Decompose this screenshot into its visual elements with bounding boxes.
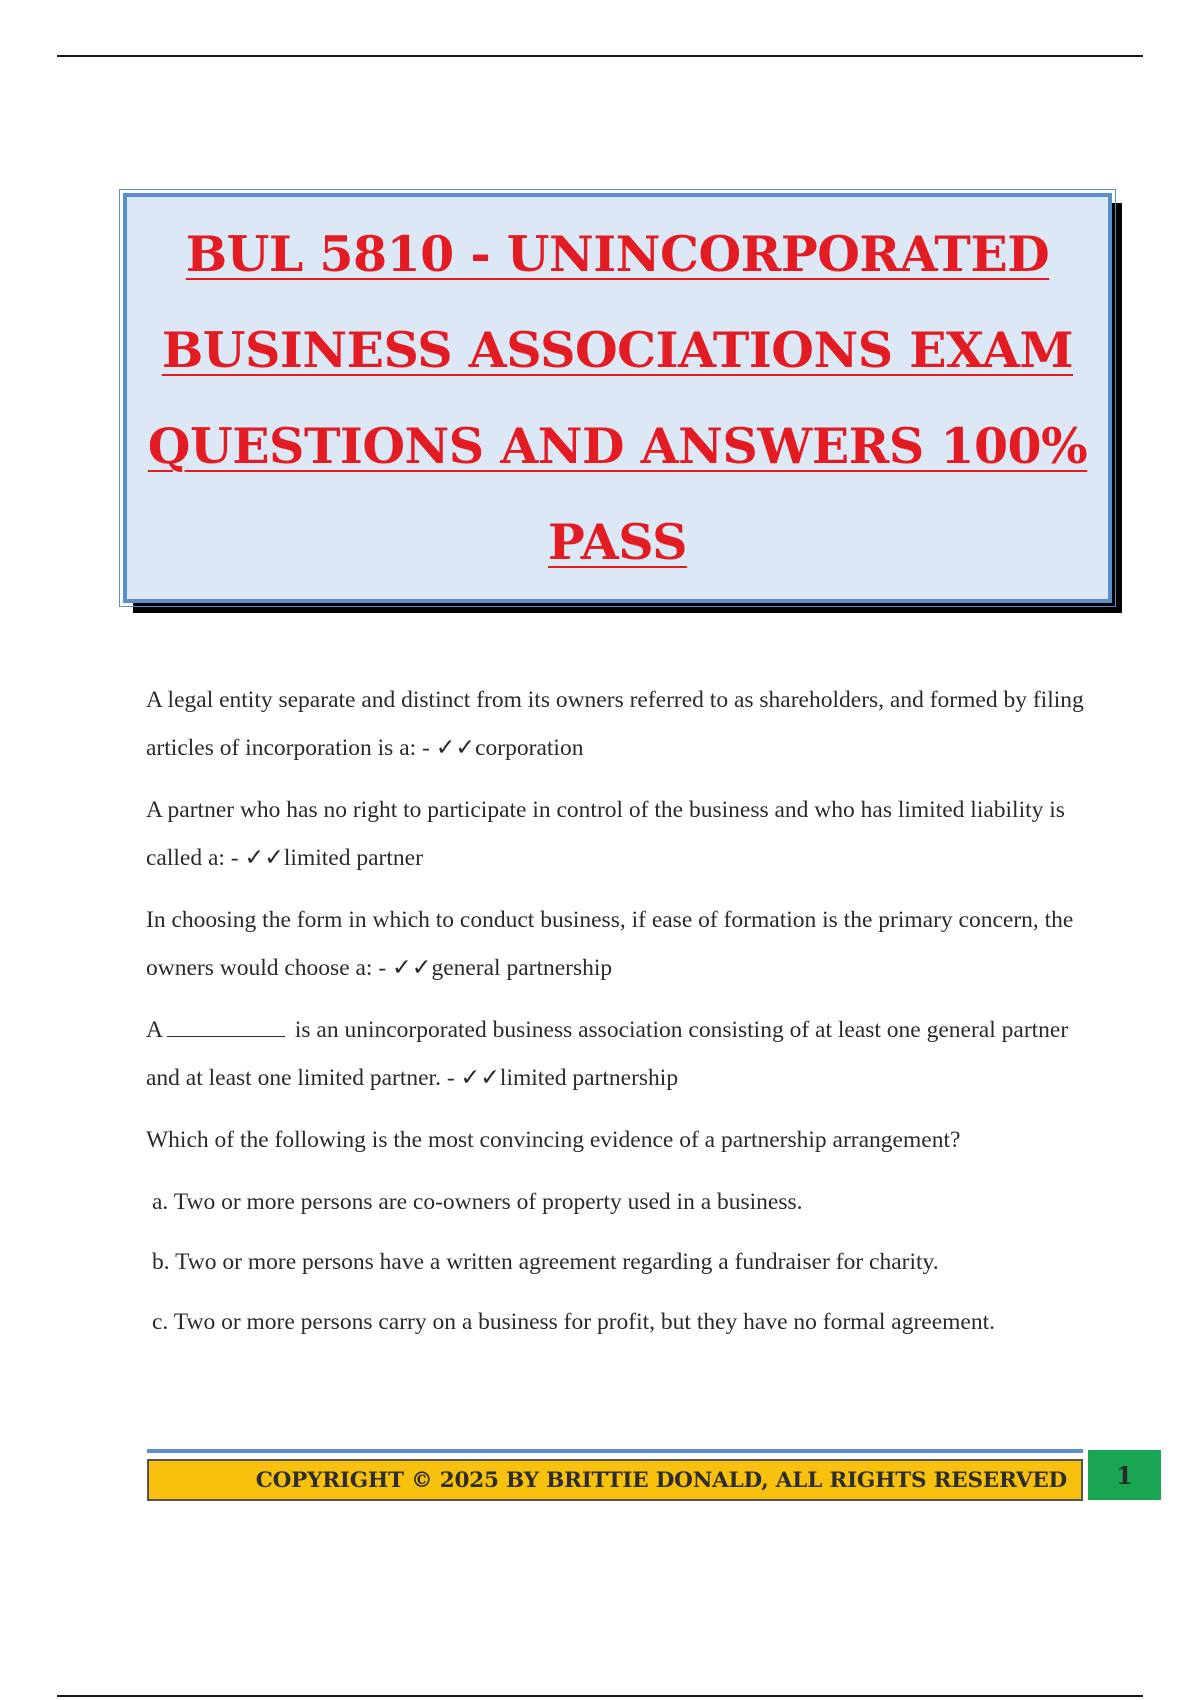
title-line: QUESTIONS AND ANSWERS 100%: [147, 417, 1088, 475]
title-line: BUSINESS ASSOCIATIONS EXAM: [161, 321, 1074, 379]
document-title: [148, 206, 1087, 590]
title-box: [123, 193, 1112, 603]
qa-item: [146, 676, 1096, 772]
question-text: Which of the following is the most convincing evidence of a partnership arrangement?: [146, 1127, 961, 1153]
fill-in-blank: [167, 1013, 285, 1038]
question-text: is an unincorporated business association consisting of at least one general partner and at least one limited partner. -: [146, 1017, 1069, 1091]
question-text: In choosing the form in which to conduct business, if ease of formation is the primary concern, the owners would choose a: -: [146, 907, 1074, 981]
qa-content: [146, 676, 1096, 1358]
page-number-box: [1088, 1450, 1161, 1500]
check-marker: ✓✓: [435, 735, 476, 761]
title-line: PASS: [547, 513, 687, 571]
footer-rule: [147, 1449, 1083, 1453]
check-marker: ✓✓: [244, 845, 284, 871]
copyright-text: COPYRIGHT © 2025 BY BRITTIE DONALD, ALL RIGHTS RESERVED: [255, 1467, 1067, 1493]
answer-text: limited partnership: [499, 1065, 679, 1091]
answer-option-b: b. Two or more persons have a written agreement regarding a fundraiser for charity.: [152, 1249, 939, 1275]
question-prefix: A: [146, 1017, 163, 1043]
title-line: BUL 5810 - UNINCORPORATED: [185, 225, 1050, 283]
page-number: 1: [1116, 1460, 1133, 1490]
answer-option-a: a. Two or more persons are co-owners of property used in a business.: [152, 1189, 803, 1215]
qa-item: [146, 786, 1096, 882]
copyright-bar: [147, 1459, 1083, 1501]
check-marker: ✓✓: [460, 1065, 500, 1091]
answer-text: general partnership: [431, 955, 613, 981]
answer-option-c: c. Two or more persons carry on a business for profit, but they have no formal agreement.: [152, 1309, 996, 1335]
answer-text: corporation: [475, 735, 584, 761]
question-text: A legal entity separate and distinct from its owners referred to as shareholders, and formed by filing articles of incorporation is a: -: [146, 687, 1084, 761]
check-marker: ✓✓: [392, 955, 432, 981]
qa-item: [146, 1006, 1096, 1102]
question-text: A partner who has no right to participate in control of the business and who has limited liability is called a: -: [146, 797, 1065, 871]
qa-item: [146, 896, 1096, 992]
top-rule: [57, 55, 1143, 57]
answer-text: limited partner: [283, 845, 423, 871]
bottom-rule: [57, 1695, 1143, 1697]
